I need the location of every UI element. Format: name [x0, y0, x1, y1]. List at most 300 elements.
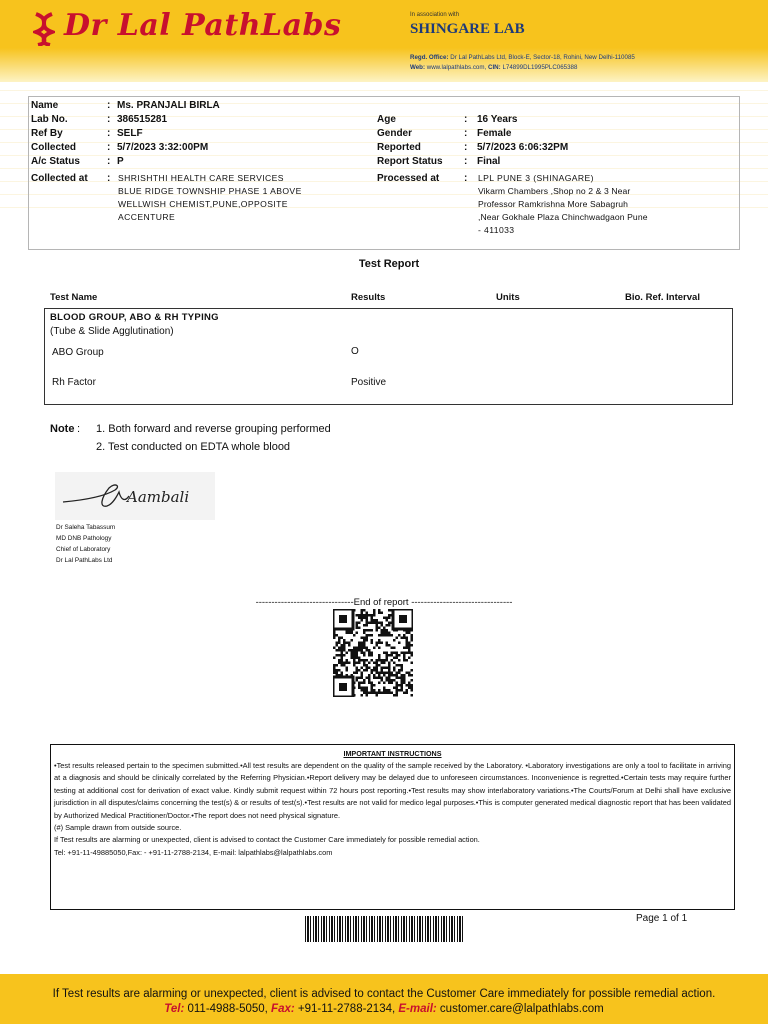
gender-label: Gender: [377, 128, 413, 139]
gender: Female: [477, 128, 512, 139]
processed-at-label: Processed at: [377, 173, 440, 184]
qr-module: [378, 674, 381, 677]
qr-module: [376, 629, 379, 632]
qr-module: [381, 667, 384, 670]
qr-module: [368, 622, 371, 625]
qr-module: [346, 667, 349, 670]
note-item: 1. Both forward and reverse grouping performed: [96, 423, 331, 435]
qr-module: [356, 654, 359, 657]
qr-module: [376, 642, 379, 645]
qr-module: [373, 622, 376, 625]
qr-module: [363, 647, 366, 650]
qr-module: [378, 692, 381, 695]
qr-module: [371, 659, 374, 662]
qr-module: [371, 687, 374, 690]
qr-module: [406, 689, 409, 692]
qr-module: [366, 647, 369, 650]
qr-module: [411, 684, 414, 687]
qr-module: [391, 672, 394, 675]
qr-module: [346, 652, 349, 655]
qr-module: [386, 679, 389, 682]
qr-module: [408, 682, 411, 685]
qr-module: [408, 672, 411, 675]
qr-module: [366, 692, 369, 695]
refby-label: Ref By: [31, 128, 63, 139]
qr-module: [386, 644, 389, 647]
qr-module: [403, 637, 406, 640]
qr-module: [406, 647, 409, 650]
qr-module: [391, 679, 394, 682]
qr-module: [368, 667, 371, 670]
collected-at-line: ACCENTURE: [118, 212, 176, 222]
qr-module: [388, 679, 391, 682]
dna-logo-icon: [33, 12, 55, 46]
processed-at-line: Professor Ramkrishna More Sabagruh: [478, 199, 629, 209]
qr-module: [373, 612, 376, 615]
qr-module: [336, 644, 339, 647]
qr-module: [393, 667, 396, 670]
qr-module: [393, 669, 396, 672]
qr-module: [346, 669, 349, 672]
qr-module: [343, 654, 346, 657]
qr-module: [338, 642, 341, 645]
qr-module: [388, 662, 391, 665]
qr-module: [403, 652, 406, 655]
qr-module: [398, 677, 401, 680]
colon: :: [107, 156, 111, 167]
qr-module: [356, 662, 359, 665]
qr-module: [363, 687, 366, 690]
signatory-org: Dr Lal PathLabs Ltd: [56, 557, 113, 564]
qr-module: [371, 622, 374, 625]
qr-module: [381, 629, 384, 632]
qr-module: [366, 687, 369, 690]
qr-module: [336, 669, 339, 672]
qr-module: [393, 694, 396, 697]
qr-module: [358, 659, 361, 662]
instructions-outside-source: (#) Sample drawn from outside source.: [54, 823, 182, 833]
qr-module: [401, 689, 404, 692]
qr-module: [363, 637, 366, 640]
qr-module: [333, 669, 336, 672]
qr-module: [351, 654, 354, 657]
qr-module: [403, 634, 406, 637]
qr-module: [378, 622, 381, 625]
qr-module: [381, 632, 384, 635]
qr-module: [376, 667, 379, 670]
qr-module: [351, 657, 354, 660]
qr-module: [386, 619, 389, 622]
qr-module: [411, 639, 414, 642]
qr-module: [341, 654, 344, 657]
qr-module: [353, 662, 356, 665]
collected-at-line: SHRISHTHI HEALTH CARE SERVICES: [118, 173, 284, 183]
qr-module: [381, 659, 384, 662]
qr-module: [408, 647, 411, 650]
qr-module: [388, 692, 391, 695]
qr-module: [376, 619, 379, 622]
qr-module: [368, 679, 371, 682]
qr-module: [356, 632, 359, 635]
qr-module: [378, 664, 381, 667]
qr-module: [386, 657, 389, 660]
qr-module: [386, 654, 389, 657]
qr-module: [368, 634, 371, 637]
qr-module: [376, 677, 379, 680]
qr-module: [396, 689, 399, 692]
qr-module: [356, 669, 359, 672]
qr-module: [356, 627, 359, 630]
qr-module: [333, 632, 336, 635]
qr-module: [356, 649, 359, 652]
qr-module: [376, 694, 379, 697]
qr-module: [348, 644, 351, 647]
qr-module: [358, 614, 361, 617]
qr-module: [391, 692, 394, 695]
qr-module: [363, 639, 366, 642]
qr-module: [376, 664, 379, 667]
qr-module: [406, 692, 409, 695]
result-row-value: Positive: [351, 377, 387, 388]
qr-module: [381, 634, 384, 637]
qr-module: [356, 624, 359, 627]
qr-module: [378, 627, 381, 630]
collected-label: Collected: [31, 142, 77, 153]
qr-module: [401, 664, 404, 667]
qr-module: [371, 682, 374, 685]
qr-module: [373, 674, 376, 677]
qr-module: [371, 639, 374, 642]
qr-module: [371, 617, 374, 620]
qr-module: [376, 669, 379, 672]
qr-module: [341, 649, 344, 652]
qr-module: [371, 652, 374, 655]
qr-module: [386, 667, 389, 670]
qr-module: [411, 687, 414, 690]
qr-module: [411, 634, 414, 637]
qr-module: [391, 659, 394, 662]
qr-module: [338, 669, 341, 672]
qr-module: [378, 657, 381, 660]
qr-module: [381, 612, 384, 615]
qr-module: [383, 632, 386, 635]
qr-module: [396, 684, 399, 687]
qr-module: [373, 677, 376, 680]
qr-module: [396, 652, 399, 655]
qr-module: [383, 672, 386, 675]
qr-module: [406, 684, 409, 687]
qr-module: [368, 652, 371, 655]
processed-at-line: - 411033: [478, 225, 515, 235]
qr-module: [373, 684, 376, 687]
signature-stroke: [55, 472, 215, 520]
qr-module: [378, 642, 381, 645]
qr-module: [346, 659, 349, 662]
qr-module: [363, 669, 366, 672]
qr-module: [378, 672, 381, 675]
qr-module: [368, 614, 371, 617]
qr-module: [333, 657, 336, 660]
barcode: [305, 916, 465, 942]
qr-module: [398, 672, 401, 675]
qr-module: [381, 642, 384, 645]
qr-module: [388, 614, 391, 617]
qr-module: [358, 622, 361, 625]
qr-module: [353, 649, 356, 652]
qr-module: [386, 677, 389, 680]
qr-finder-center: [339, 615, 347, 623]
qr-module: [388, 669, 391, 672]
qr-module: [376, 692, 379, 695]
qr-module: [386, 634, 389, 637]
qr-module: [358, 657, 361, 660]
qr-module: [353, 647, 356, 650]
qr-module: [396, 654, 399, 657]
qr-module: [353, 672, 356, 675]
qr-module: [348, 632, 351, 635]
qr-module: [411, 637, 414, 640]
qr-module: [383, 652, 386, 655]
qr-module: [371, 614, 374, 617]
qr-module: [383, 659, 386, 662]
qr-module: [358, 684, 361, 687]
qr-module: [398, 659, 401, 662]
qr-module: [386, 672, 389, 675]
qr-module: [358, 647, 361, 650]
qr-module: [361, 612, 364, 615]
qr-module: [346, 642, 349, 645]
qr-module: [348, 642, 351, 645]
qr-module: [396, 672, 399, 675]
brand-logo: Dr Lal PathLabs: [64, 8, 342, 43]
qr-module: [388, 617, 391, 620]
qr-module: [408, 642, 411, 645]
colon: :: [464, 142, 468, 153]
qr-module: [373, 647, 376, 650]
qr-module: [383, 662, 386, 665]
qr-module: [366, 617, 369, 620]
signatory-title: Chief of Laboratory: [56, 546, 111, 553]
qr-module: [378, 677, 381, 680]
qr-module: [368, 682, 371, 685]
qr-module: [371, 654, 374, 657]
qr-module: [406, 672, 409, 675]
colon: :: [464, 114, 468, 125]
qr-module: [358, 682, 361, 685]
qr-module: [398, 684, 401, 687]
footer-fax-label: Fax:: [271, 1003, 295, 1015]
qr-module: [383, 627, 386, 630]
qr-module: [361, 617, 364, 620]
qr-module: [336, 642, 339, 645]
qr-module: [343, 647, 346, 650]
qr-module: [388, 632, 391, 635]
qr-module: [386, 617, 389, 620]
footer-tel-label: Tel:: [164, 1003, 185, 1015]
qr-module: [363, 654, 366, 657]
qr-module: [388, 682, 391, 685]
qr-module: [406, 639, 409, 642]
qr-module: [346, 662, 349, 665]
qr-module: [408, 649, 411, 652]
qr-module: [408, 674, 411, 677]
qr-module: [361, 642, 364, 645]
qr-module: [383, 674, 386, 677]
qr-module: [361, 619, 364, 622]
collected-at-line: BLUE RIDGE TOWNSHIP PHASE 1 ABOVE: [118, 186, 302, 196]
qr-module: [333, 667, 336, 670]
qr-module: [336, 634, 339, 637]
qr-module: [401, 674, 404, 677]
qr-module: [391, 682, 394, 685]
qr-code: [333, 609, 413, 697]
footer-email-label: E-mail:: [398, 1003, 437, 1015]
colon: :: [107, 114, 111, 125]
qr-module: [388, 677, 391, 680]
qr-module: [356, 677, 359, 680]
qr-module: [391, 674, 394, 677]
note-label: Note: [50, 423, 75, 435]
qr-module: [408, 687, 411, 690]
qr-module: [363, 692, 366, 695]
qr-module: [373, 669, 376, 672]
name-label: Name: [31, 100, 59, 111]
collected-date: 5/7/2023 3:32:00PM: [117, 142, 209, 153]
qr-module: [398, 689, 401, 692]
qr-module: [363, 664, 366, 667]
qr-module: [356, 667, 359, 670]
ac-status-label: A/c Status: [31, 156, 80, 167]
qr-module: [381, 624, 384, 627]
qr-module: [363, 682, 366, 685]
qr-module: [363, 679, 366, 682]
association-label: In association with: [410, 12, 460, 18]
qr-module: [363, 642, 366, 645]
qr-module: [366, 667, 369, 670]
qr-module: [338, 654, 341, 657]
qr-module: [336, 649, 339, 652]
qr-module: [353, 652, 356, 655]
qr-module: [361, 694, 364, 697]
colon: :: [107, 142, 111, 153]
qr-module: [403, 692, 406, 695]
result-row-name: ABO Group: [52, 347, 104, 358]
qr-module: [351, 632, 354, 635]
qr-module: [383, 692, 386, 695]
qr-module: [336, 664, 339, 667]
qr-module: [371, 619, 374, 622]
colon: :: [464, 128, 468, 139]
qr-module: [401, 669, 404, 672]
qr-module: [361, 644, 364, 647]
qr-module: [356, 622, 359, 625]
qr-module: [403, 674, 406, 677]
qr-module: [411, 694, 414, 697]
partner-name: SHINGARE LAB: [410, 21, 525, 37]
qr-module: [383, 617, 386, 620]
qr-module: [378, 634, 381, 637]
qr-module: [383, 629, 386, 632]
qr-module: [386, 652, 389, 655]
qr-module: [378, 647, 381, 650]
qr-module: [348, 649, 351, 652]
qr-module: [363, 689, 366, 692]
qr-module: [393, 639, 396, 642]
footer-email: customer.care@lalpathlabs.com: [436, 1003, 604, 1015]
qr-module: [338, 639, 341, 642]
qr-module: [341, 647, 344, 650]
qr-module: [383, 682, 386, 685]
qr-module: [376, 624, 379, 627]
qr-module: [353, 654, 356, 657]
qr-module: [341, 637, 344, 640]
qr-module: [368, 692, 371, 695]
qr-module: [371, 684, 374, 687]
qr-module: [406, 637, 409, 640]
report-status-label: Report Status: [377, 156, 443, 167]
qr-module: [361, 674, 364, 677]
qr-module: [391, 647, 394, 650]
qr-module: [403, 677, 406, 680]
test-group-name: BLOOD GROUP, ABO & RH TYPING: [50, 312, 219, 323]
qr-module: [341, 657, 344, 660]
qr-module: [396, 692, 399, 695]
qr-finder-center: [399, 615, 407, 623]
qr-module: [376, 622, 379, 625]
qr-module: [363, 662, 366, 665]
qr-module: [378, 682, 381, 685]
qr-module: [336, 672, 339, 675]
ac-status: P: [117, 156, 124, 167]
qr-module: [386, 632, 389, 635]
qr-module: [358, 677, 361, 680]
qr-module: [381, 622, 384, 625]
qr-module: [366, 612, 369, 615]
signatory-name: Dr Saleha Tabassum: [56, 524, 116, 531]
qr-module: [373, 692, 376, 695]
qr-module: [398, 654, 401, 657]
qr-module: [368, 629, 371, 632]
qr-module: [366, 624, 369, 627]
qr-module: [403, 682, 406, 685]
qr-module: [388, 674, 391, 677]
qr-module: [371, 669, 374, 672]
qr-module: [363, 652, 366, 655]
qr-module: [376, 662, 379, 665]
qr-module: [401, 687, 404, 690]
result-row-name: Rh Factor: [52, 377, 96, 388]
qr-module: [396, 664, 399, 667]
qr-module: [363, 609, 366, 612]
qr-module: [338, 647, 341, 650]
qr-module: [343, 662, 346, 665]
colon: :: [107, 128, 111, 139]
qr-module: [373, 619, 376, 622]
qr-module: [376, 672, 379, 675]
note-colon: :: [77, 423, 81, 435]
qr-module: [353, 664, 356, 667]
qr-module: [388, 672, 391, 675]
qr-module: [411, 654, 414, 657]
age: 16 Years: [477, 114, 518, 125]
qr-module: [351, 639, 354, 642]
qr-module: [371, 642, 374, 645]
qr-module: [358, 642, 361, 645]
colon: :: [464, 156, 468, 167]
signature-image: [55, 472, 215, 520]
qr-module: [398, 634, 401, 637]
qr-module: [393, 679, 396, 682]
